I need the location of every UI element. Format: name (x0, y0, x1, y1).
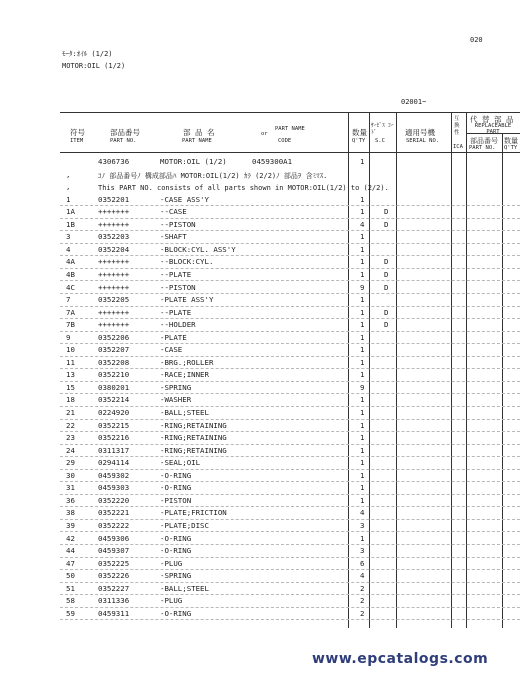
row-divider (60, 419, 520, 420)
header-part-name-jp: 部 品 名 (183, 128, 215, 137)
part-no-cell: 0380201 (98, 382, 130, 392)
part-no-cell: 0352215 (98, 420, 130, 430)
part-no-cell: 0459302 (98, 470, 130, 480)
part-name-cell: -BALL;STEEL (160, 583, 209, 593)
header-part-name: PART NAME (182, 138, 212, 144)
row-divider (60, 268, 520, 269)
part-no-cell: 0352203 (98, 232, 130, 242)
item-cell: 31 (66, 483, 75, 493)
header-repl-part-no-jp: 部品番号 (470, 137, 498, 145)
item-cell: 1B (66, 219, 75, 229)
qty-cell: 1 (360, 420, 365, 430)
part-name-cell: -RACE;INNER (160, 370, 209, 380)
part-name-cell: -BLOCK:CYL. ASS'Y (160, 244, 236, 254)
part-name-cell: --CASE (160, 207, 187, 217)
part-name-cell: --PISTON (160, 282, 196, 292)
part-name-cell: -PLATE (160, 332, 187, 342)
qty-cell: 1 (360, 295, 365, 305)
page-title: MOTOR:OIL (1/2) (62, 62, 126, 70)
qty-cell: 1 (360, 483, 365, 493)
row-divider (60, 230, 520, 231)
part-name-cell: -RING;RETAINING (160, 420, 227, 430)
item-cell: 11 (66, 357, 75, 367)
item-cell: 4 (66, 244, 71, 254)
qty-cell: 1 (360, 357, 365, 367)
header-sc-jp: ｻｰﾋﾞｽ ｺｰﾄﾞ (371, 123, 394, 136)
row-divider (60, 393, 520, 394)
item-cell: 50 (66, 571, 75, 581)
part-name-cell: -O-RING (160, 470, 192, 480)
item-cell: 18 (66, 395, 75, 405)
row-divider (60, 431, 520, 432)
qty-cell: 1 (360, 458, 365, 468)
item-cell: 1 (66, 194, 71, 204)
part-name-cell: -RING;RETAINING (160, 433, 227, 443)
part-no-cell: +++++++ (98, 320, 130, 330)
row-divider (60, 506, 520, 507)
qty-cell: 4 (360, 508, 365, 518)
row-divider (60, 519, 520, 520)
part-no-cell: 0459311 (98, 608, 130, 618)
qty-cell: 1 (360, 408, 365, 417)
item-cell: 38 (66, 508, 75, 518)
watermark: www.epcatalogs.com (312, 651, 489, 667)
part-no-cell: 0352206 (98, 332, 130, 342)
item-cell: 13 (66, 370, 75, 380)
row-divider (60, 544, 520, 545)
qty-cell: 6 (360, 558, 365, 568)
row-divider (60, 444, 520, 445)
qty-cell: 3 (360, 546, 365, 556)
part-name-cell: -BALL;STEEL (160, 408, 209, 417)
qty-cell: 1 (360, 232, 365, 242)
qty-cell: 9 (360, 282, 365, 292)
qty-cell: 2 (360, 583, 365, 593)
table-row (0, 157, 524, 170)
note-jp: ｺﾉ 部品番号ﾉ 構成部品ﾊ MOTOR:OIL(1/2) ｶﾗ (2/2)ﾉ 部品ｦ 含ﾐﾏｽ. (98, 172, 328, 180)
part-name-cell: -PLUG (160, 558, 183, 568)
row-divider (60, 255, 520, 256)
row-divider (60, 594, 520, 595)
part-no-cell: 0311317 (98, 445, 130, 455)
qty-cell: 1 (360, 157, 365, 166)
row-divider (60, 368, 520, 369)
row-divider (60, 381, 520, 382)
part-name-cell: -O-RING (160, 533, 192, 543)
item-cell: 59 (66, 608, 75, 618)
qty-cell: 2 (360, 608, 365, 618)
qty-cell: 1 (360, 495, 365, 505)
part-no-cell: 0352205 (98, 295, 130, 305)
qty-cell: 1 (360, 470, 365, 480)
qty-cell: 1 (360, 332, 365, 342)
qty-cell: 1 (360, 207, 365, 217)
part-name-cell: -O-RING (160, 483, 192, 493)
part-name-cell: -PLATE;FRICTION (160, 508, 227, 518)
part-name-cell: -BRG.;ROLLER (160, 357, 214, 367)
qty-cell: 1 (360, 395, 365, 405)
qty-cell: 1 (360, 269, 365, 279)
part-no-cell: +++++++ (98, 307, 130, 317)
qty-cell: 1 (360, 533, 365, 543)
item-cell: 39 (66, 520, 75, 530)
header-code: CODE (278, 138, 292, 144)
item-cell: 1A (66, 207, 75, 217)
sc-cell: D (384, 207, 389, 217)
table-row (0, 182, 524, 195)
part-name-cell: -RING;RETAINING (160, 445, 227, 455)
part-no-cell: 0352227 (98, 583, 130, 593)
qty-cell: 1 (360, 320, 365, 330)
part-no-cell: +++++++ (98, 207, 130, 217)
item-cell: 24 (66, 445, 75, 455)
part-name-cell: -PLUG (160, 596, 183, 606)
part-name-cell: --PLATE (160, 307, 192, 317)
part-no-cell: 0352208 (98, 357, 130, 367)
item-cell: 4C (66, 282, 75, 292)
part-no-cell: 0352216 (98, 433, 130, 443)
row-divider (60, 406, 520, 407)
qty-cell: 1 (360, 445, 365, 455)
part-name-cell: --BLOCK:CYL. (160, 257, 214, 267)
item-cell: 4B (66, 269, 75, 279)
item-cell: 51 (66, 583, 75, 593)
part-name-cell: -SPRING (160, 571, 192, 581)
row-divider (60, 456, 520, 457)
qty-cell: 2 (360, 596, 365, 606)
header-repl-qty: Q'TY (504, 145, 518, 151)
part-name-cell: MOTOR:OIL (1/2) (160, 157, 227, 166)
part-name-cell: -CASE ASS'Y (160, 194, 209, 204)
part-no-cell: 0352214 (98, 395, 130, 405)
row-divider (60, 607, 520, 608)
part-no-cell: 0459307 (98, 546, 130, 556)
row-divider (60, 318, 520, 319)
header-part-no: PART NO. (110, 138, 137, 144)
sc-cell: D (384, 282, 389, 292)
row-divider (60, 218, 520, 219)
item-cell: 44 (66, 546, 75, 556)
part-name-cell: -PLATE;DISC (160, 520, 209, 530)
sc-cell: D (384, 269, 389, 279)
part-name-cell: -PISTON (160, 495, 192, 505)
sc-cell: D (384, 320, 389, 330)
header-item-jp: 符号 (70, 128, 85, 137)
part-no-cell: 0352207 (98, 345, 130, 355)
item-cell: 29 (66, 458, 75, 468)
part-no-cell: 0459303 (98, 483, 130, 493)
part-name-cell: -SHAFT (160, 232, 187, 242)
item-cell: 3 (66, 232, 71, 242)
serial-range: 02001~ (401, 98, 427, 106)
row-divider (60, 243, 520, 244)
row-divider (60, 582, 520, 583)
part-name-cell: --PISTON (160, 219, 196, 229)
part-no-cell: 0352226 (98, 571, 130, 581)
item-cell: 10 (66, 345, 75, 355)
part-no-cell: +++++++ (98, 269, 130, 279)
part-no-cell: 4306736 (98, 157, 130, 166)
part-no-cell: +++++++ (98, 219, 130, 229)
row-divider (60, 469, 520, 470)
part-name-cell: -O-RING (160, 608, 192, 618)
header-qty-jp: 数量 (352, 128, 367, 137)
code-cell: 0459300A1 (252, 157, 293, 166)
part-no-cell: +++++++ (98, 257, 130, 267)
row-divider (60, 293, 520, 294)
header-replaceable-jp: 代 替 部 品 (470, 115, 514, 124)
item-cell: , (66, 169, 71, 179)
item-cell: 23 (66, 433, 75, 443)
qty-cell: 1 (360, 257, 365, 267)
item-cell: 22 (66, 420, 75, 430)
part-name-cell: -PLATE ASS'Y (160, 295, 214, 305)
qty-cell: 1 (360, 244, 365, 254)
item-cell: 21 (66, 408, 75, 417)
part-no-cell: 0294114 (98, 458, 130, 468)
item-cell: 42 (66, 533, 75, 543)
header-ica: ICA (453, 144, 463, 150)
part-name-cell: -SPRING (160, 382, 192, 392)
qty-cell: 1 (360, 307, 365, 317)
row-divider (60, 343, 520, 344)
row-divider (60, 331, 520, 332)
item-cell: , (66, 182, 71, 192)
sc-cell: D (384, 257, 389, 267)
page-number: 020 (470, 36, 483, 44)
row-divider (60, 205, 520, 206)
item-cell: 36 (66, 495, 75, 505)
row-divider (60, 557, 520, 558)
part-no-cell: 0352222 (98, 520, 130, 530)
item-cell: 15 (66, 382, 75, 392)
qty-cell: 1 (360, 194, 365, 204)
part-no-cell: 0352220 (98, 495, 130, 505)
header-item: ITEM (70, 138, 84, 144)
row-divider (60, 569, 520, 570)
header-serial-jp: 適用号機 (405, 128, 435, 137)
row-divider (60, 619, 520, 620)
header-part-no-jp: 部品番号 (110, 128, 140, 137)
part-no-cell: 0352221 (98, 508, 130, 518)
item-cell: 7 (66, 295, 71, 305)
part-name-cell: -CASE (160, 345, 183, 355)
part-no-cell: 0352210 (98, 370, 130, 380)
qty-cell: 4 (360, 219, 365, 229)
item-cell: 7B (66, 320, 75, 330)
header-code-jp: PART NAME (275, 126, 305, 132)
header-sc: S.C (375, 138, 385, 144)
part-no-cell: 0311336 (98, 596, 130, 606)
sc-cell: D (384, 219, 389, 229)
header-qty: Q'TY (352, 138, 366, 144)
item-cell: 47 (66, 558, 75, 568)
row-divider (60, 494, 520, 495)
row-divider (60, 531, 520, 532)
qty-cell: 3 (360, 520, 365, 530)
table-row (0, 170, 524, 183)
item-cell: 4A (66, 257, 75, 267)
row-divider (60, 280, 520, 281)
qty-cell: 1 (360, 370, 365, 380)
part-name-cell: --HOLDER (160, 320, 196, 330)
header-ica-jp: 互換性 (454, 116, 460, 136)
row-divider (60, 306, 520, 307)
part-no-cell: 0352204 (98, 244, 130, 254)
header-or: or (261, 131, 268, 137)
part-name-cell: -O-RING (160, 546, 192, 556)
item-cell: 58 (66, 596, 75, 606)
qty-cell: 1 (360, 345, 365, 355)
item-cell: 30 (66, 470, 75, 480)
part-name-cell: -SEAL;OIL (160, 458, 201, 468)
part-name-cell: --PLATE (160, 269, 192, 279)
header-replaceable: REPLACEABLE PART (474, 123, 512, 135)
header-repl-qty-jp: 数量 (504, 137, 518, 145)
page-title-jp: ﾓｰﾀ:ｵｲﾙ (1/2) (62, 50, 113, 58)
header-repl-part-no: PART NO. (469, 145, 496, 151)
qty-cell: 4 (360, 571, 365, 581)
part-no-cell: 0459306 (98, 533, 130, 543)
header-serial: SERIAL NO. (406, 138, 440, 144)
sc-cell: D (384, 307, 389, 317)
row-divider (60, 356, 520, 357)
qty-cell: 9 (360, 382, 365, 392)
row-divider (60, 481, 520, 482)
part-no-cell: 0224920 (98, 408, 130, 417)
part-name-cell: -WASHER (160, 395, 192, 405)
part-no-cell: 0352201 (98, 194, 130, 204)
part-no-cell: +++++++ (98, 282, 130, 292)
qty-cell: 1 (360, 433, 365, 443)
item-cell: 7A (66, 307, 75, 317)
part-no-cell: 0352225 (98, 558, 130, 568)
note-en: This PART NO. consists of all parts shown in MOTOR:OIL(1/2) to (2/2). (98, 184, 389, 192)
item-cell: 9 (66, 332, 71, 342)
